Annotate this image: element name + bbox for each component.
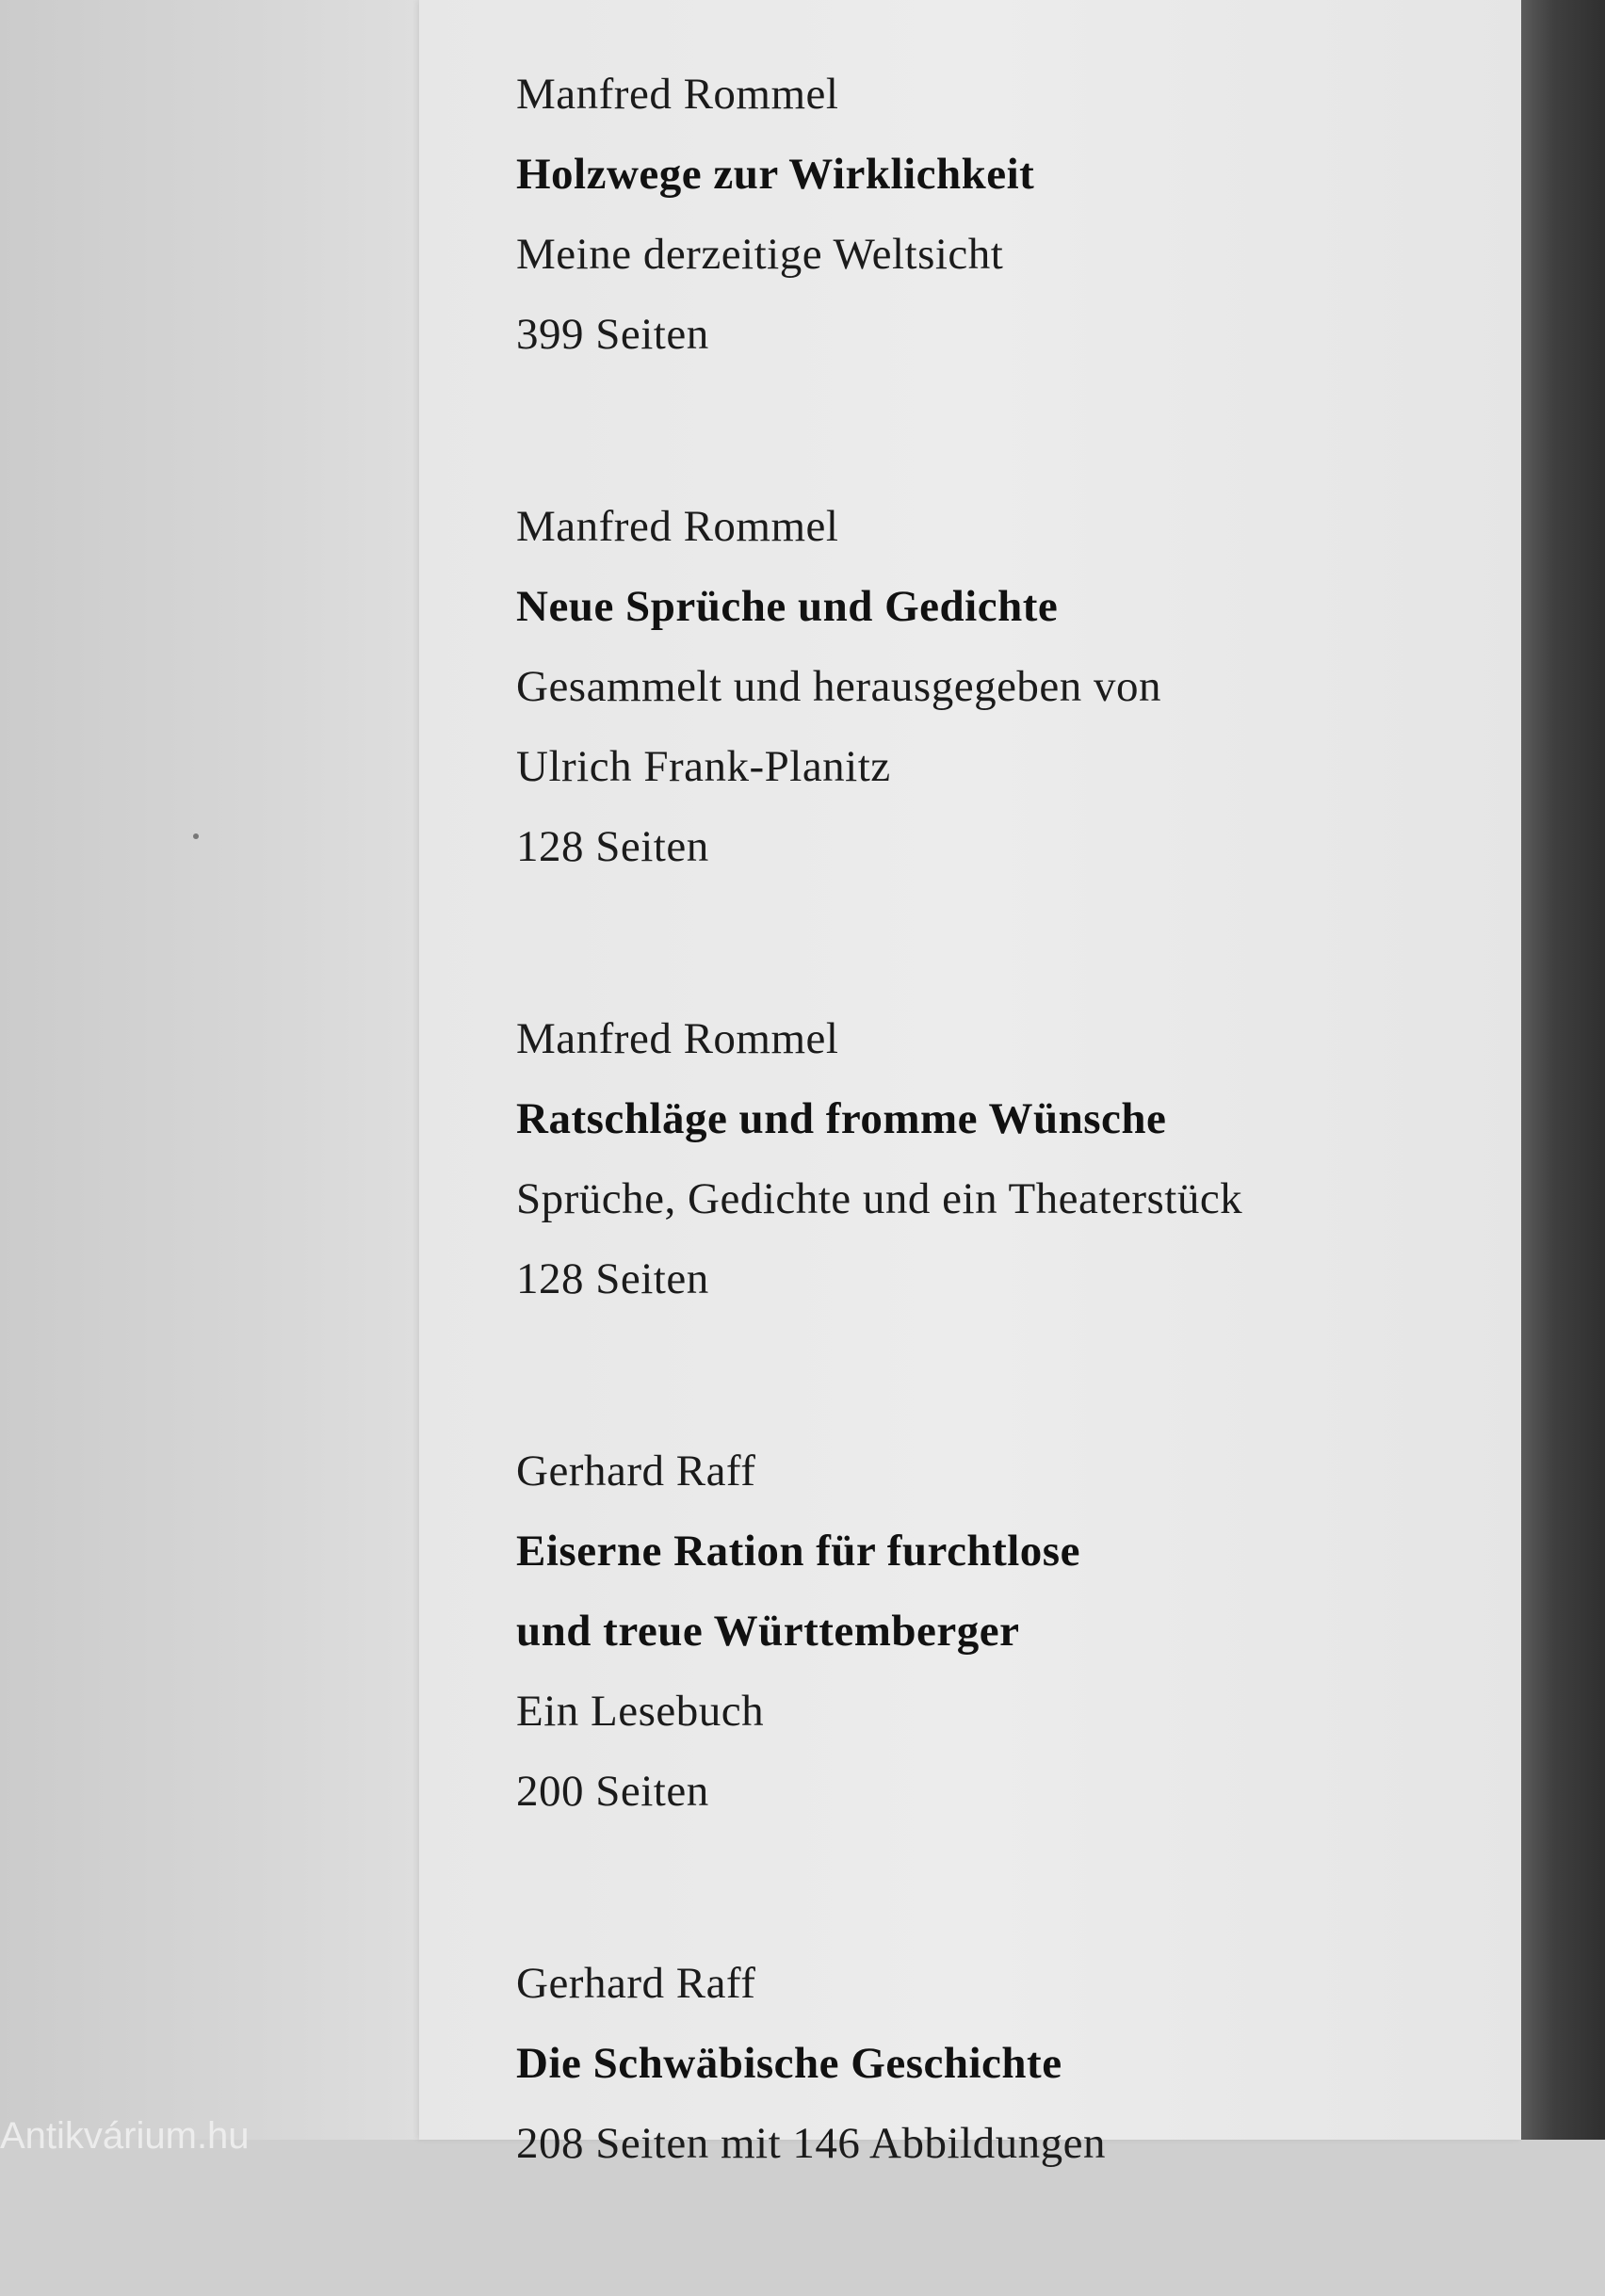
left-page-area xyxy=(0,0,419,2140)
book-author: Manfred Rommel xyxy=(516,502,839,551)
book-author: Manfred Rommel xyxy=(516,70,839,119)
book-detail: 200 Seiten xyxy=(516,1767,709,1816)
book-title: Neue Sprüche und Gedichte xyxy=(516,582,1059,631)
book-title: und treue Württemberger xyxy=(516,1607,1020,1656)
book-detail: Sprüche, Gedichte und ein Theaterstück xyxy=(516,1174,1243,1223)
book-detail: 128 Seiten xyxy=(516,1254,709,1303)
book-detail: Meine derzeitige Weltsicht xyxy=(516,230,1004,279)
book-detail: 128 Seiten xyxy=(516,822,709,871)
book-title: Die Schwäbische Geschichte xyxy=(516,2039,1062,2088)
book-entry xyxy=(516,999,1496,1319)
book-detail: Ein Lesebuch xyxy=(516,1687,765,1736)
book-entry xyxy=(516,55,1496,375)
book-detail: 399 Seiten xyxy=(516,310,709,359)
book-author: Gerhard Raff xyxy=(516,1959,756,2008)
book-detail: 208 Seiten mit 146 Abbildungen xyxy=(516,2119,1106,2168)
book-author: Manfred Rommel xyxy=(516,1014,839,1063)
book-title: Holzwege zur Wirklichkeit xyxy=(516,150,1035,199)
book-detail: Ulrich Frank-Planitz xyxy=(516,742,891,791)
book-title: Eiserne Ration für furchtlose xyxy=(516,1527,1080,1576)
book-entry xyxy=(516,1944,1496,2184)
book-entry xyxy=(516,487,1496,887)
book-title: Ratschläge und fromme Wünsche xyxy=(516,1094,1167,1143)
book-author: Gerhard Raff xyxy=(516,1447,756,1496)
book-detail: Gesammelt und herausgegeben von xyxy=(516,662,1162,711)
book-list xyxy=(516,55,1496,2296)
book-edge-shadow xyxy=(1521,0,1605,2140)
book-entry xyxy=(516,1431,1496,1832)
watermark-text: Antikvárium.hu xyxy=(0,2115,250,2157)
paper-speck xyxy=(193,833,199,839)
